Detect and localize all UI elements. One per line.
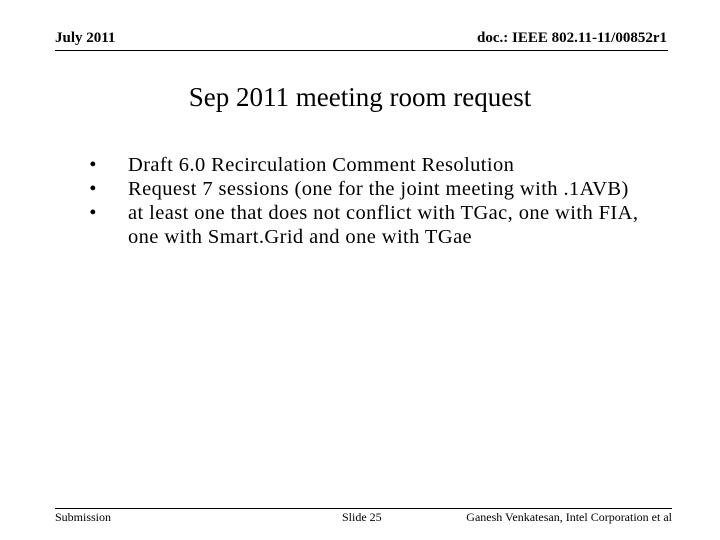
bullet-text: at least one that does not conflict with TGac, one with FIA, one with Smart.Grid and one with TGae: [128, 202, 639, 248]
bullet-item: [86, 177, 666, 201]
footer-rule: [55, 508, 672, 509]
slide-title: Sep 2011 meeting room request: [188, 82, 532, 112]
bullet-item: [86, 153, 666, 177]
bullet-text: Request 7 sessions (one for the joint meeting with .1AVB): [128, 178, 629, 200]
bullet-icon: •: [89, 202, 97, 224]
bullet-icon: •: [89, 178, 97, 200]
header-doc-id: doc.: IEEE 802.11-11/00852r1: [476, 30, 667, 46]
bullet-icon: •: [89, 154, 97, 176]
footer-author: Ganesh Venkatesan, Intel Corporation et al: [466, 510, 672, 524]
bullet-list: [86, 153, 666, 249]
header-rule: [55, 50, 668, 51]
header-date: July 2011: [55, 30, 116, 46]
bullet-item: [86, 201, 666, 249]
footer-slide-number: Slide 25: [342, 510, 382, 524]
bullet-text: Draft 6.0 Recirculation Comment Resolution: [128, 154, 515, 176]
footer-submission: Submission: [55, 510, 112, 524]
